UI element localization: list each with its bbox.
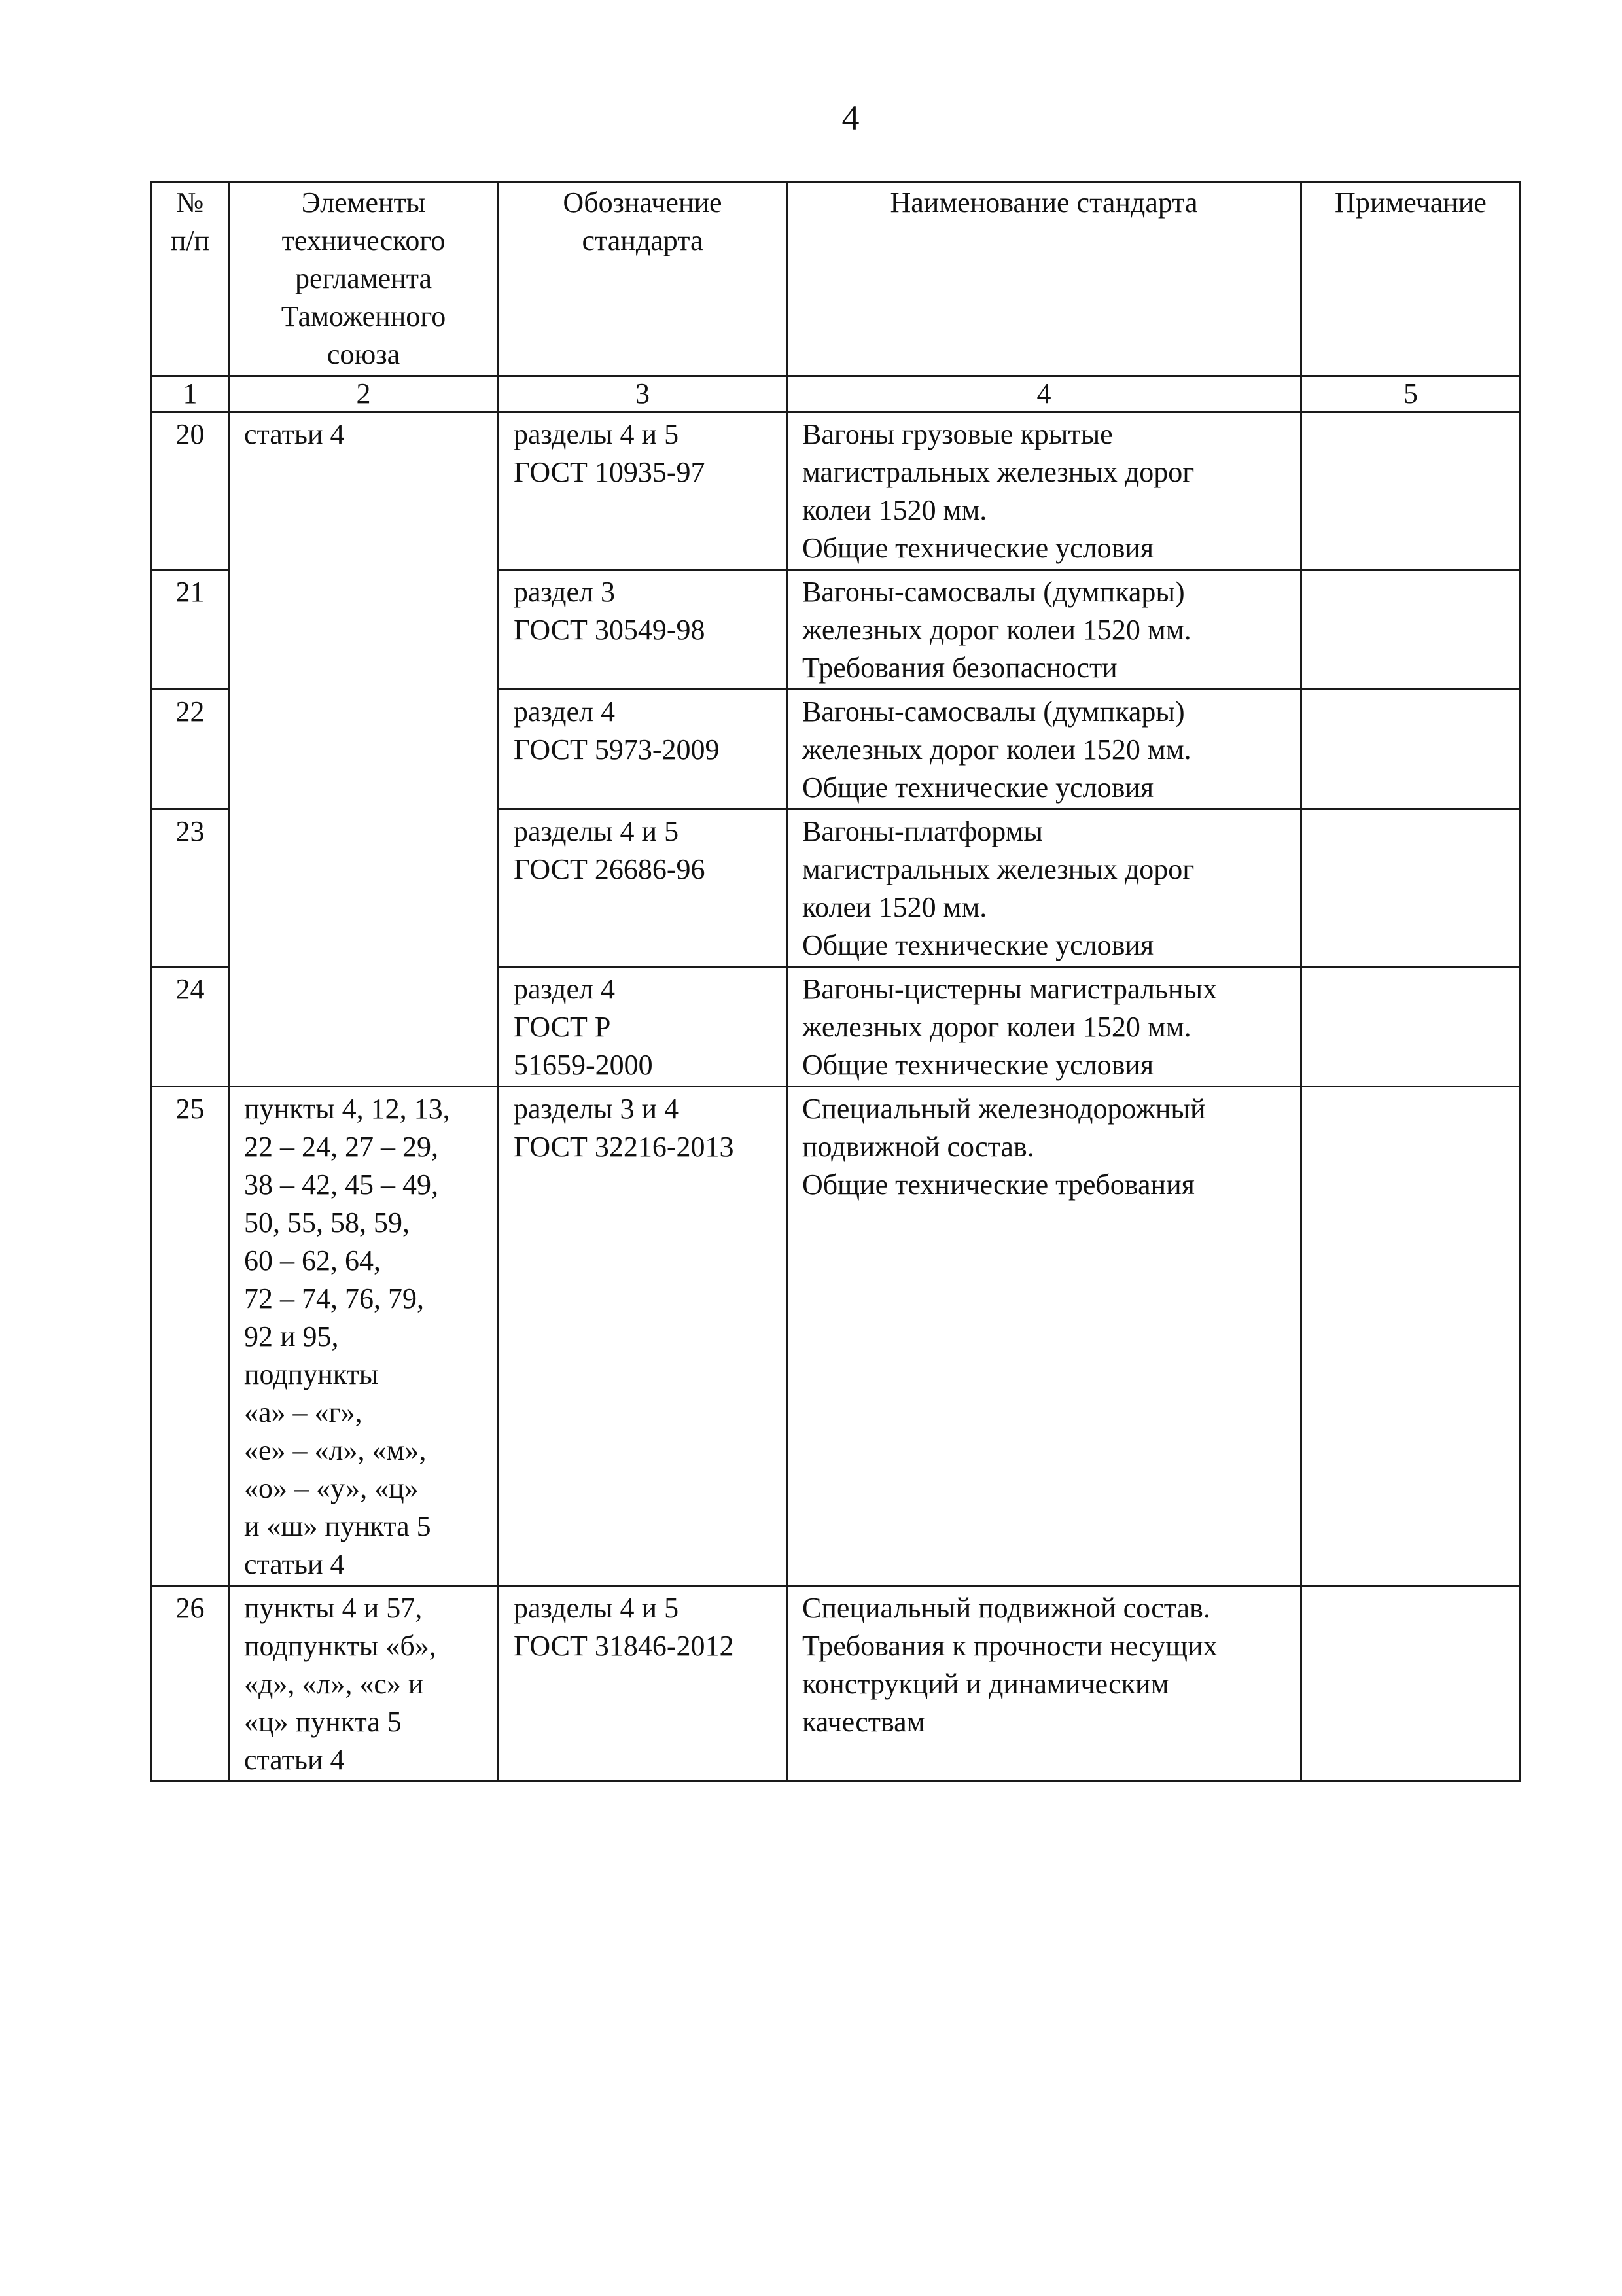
header-designation: Обозначение стандарта bbox=[499, 182, 787, 376]
row-note bbox=[1301, 570, 1521, 690]
row-standard-name: Вагоны-цистерны магистральных железных дорог колеи 1520 мм. Общие технические условия bbox=[787, 967, 1301, 1087]
row-designation: раздел 3 ГОСТ 30549-98 bbox=[499, 570, 787, 690]
table-row bbox=[152, 412, 1521, 570]
row-designation: разделы 4 и 5 ГОСТ 10935-97 bbox=[499, 412, 787, 570]
standards-table bbox=[150, 181, 1521, 1782]
row-num: 23 bbox=[152, 809, 229, 967]
row-note bbox=[1301, 809, 1521, 967]
row-elements: пункты 4 и 57, подпункты «б», «д», «л», «с» и «ц» пункта 5 статьи 4 bbox=[229, 1586, 499, 1782]
row-elements: пункты 4, 12, 13, 22 – 24, 27 – 29, 38 – 42, 45 – 49, 50, 55, 58, 59, 60 – 62, 64, 72 – 74, 76, 79, 92 и 95, подпункты «а» – «г», «е» – «л», «м», «о» – «у», «ц» и «ш» пункта 5 статьи 4 bbox=[229, 1087, 499, 1586]
row-designation: раздел 4 ГОСТ Р 51659-2000 bbox=[499, 967, 787, 1087]
row-num: 20 bbox=[152, 412, 229, 570]
column-number: 4 bbox=[787, 376, 1301, 412]
row-standard-name: Вагоны-платформы магистральных железных дорог колеи 1520 мм. Общие технические условия bbox=[787, 809, 1301, 967]
header-name: Наименование стандарта bbox=[787, 182, 1301, 376]
header-note: Примечание bbox=[1301, 182, 1521, 376]
row-note bbox=[1301, 690, 1521, 809]
column-number: 1 bbox=[152, 376, 229, 412]
row-standard-name: Специальный железнодорожный подвижной состав. Общие технические требования bbox=[787, 1087, 1301, 1586]
row-standard-name: Специальный подвижной состав. Требования к прочности несущих конструкций и динамическим качествам bbox=[787, 1586, 1301, 1782]
row-designation: разделы 4 и 5 ГОСТ 31846-2012 bbox=[499, 1586, 787, 1782]
row-num: 22 bbox=[152, 690, 229, 809]
row-designation: раздел 4 ГОСТ 5973-2009 bbox=[499, 690, 787, 809]
row-num: 24 bbox=[152, 967, 229, 1087]
row-designation: разделы 3 и 4 ГОСТ 32216-2013 bbox=[499, 1087, 787, 1586]
row-note bbox=[1301, 1586, 1521, 1782]
row-num: 25 bbox=[152, 1087, 229, 1586]
column-number: 2 bbox=[229, 376, 499, 412]
row-note bbox=[1301, 412, 1521, 570]
row-standard-name: Вагоны грузовые крытые магистральных железных дорог колеи 1520 мм. Общие технические условия bbox=[787, 412, 1301, 570]
header-num: № п/п bbox=[152, 182, 229, 376]
row-note bbox=[1301, 967, 1521, 1087]
row-elements: статьи 4 bbox=[229, 412, 499, 1087]
column-number: 5 bbox=[1301, 376, 1521, 412]
table-row bbox=[152, 1586, 1521, 1782]
column-number-row bbox=[152, 376, 1521, 412]
row-note bbox=[1301, 1087, 1521, 1586]
row-designation: разделы 4 и 5 ГОСТ 26686-96 bbox=[499, 809, 787, 967]
header-elements: Элементы технического регламента Таможенного союза bbox=[229, 182, 499, 376]
page-number: 4 bbox=[841, 98, 860, 137]
row-standard-name: Вагоны-самосвалы (думпкары) железных дорог колеи 1520 мм. Требования безопасности bbox=[787, 570, 1301, 690]
row-num: 21 bbox=[152, 570, 229, 690]
column-number: 3 bbox=[499, 376, 787, 412]
row-num: 26 bbox=[152, 1586, 229, 1782]
table-header-row bbox=[152, 182, 1521, 376]
table-row bbox=[152, 1087, 1521, 1586]
row-standard-name: Вагоны-самосвалы (думпкары) железных дорог колеи 1520 мм. Общие технические условия bbox=[787, 690, 1301, 809]
